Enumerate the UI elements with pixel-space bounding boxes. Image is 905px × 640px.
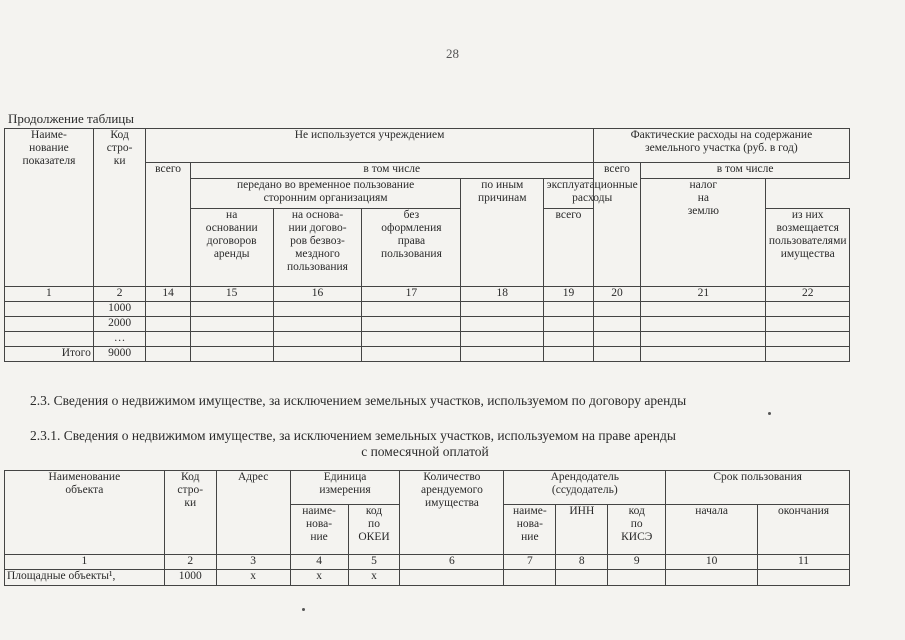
section-2-3-1-heading — [30, 428, 820, 460]
scan-speck — [768, 412, 771, 415]
end-header: окончания — [758, 505, 850, 555]
col-num: 8 — [556, 555, 608, 570]
col-num: 4 — [290, 555, 348, 570]
lessor-name-header: наиме- нова- ние — [504, 505, 556, 555]
scan-speck — [302, 608, 305, 611]
lessor-header: Арендодатель (ссудодатель) — [504, 471, 666, 505]
unit-name-header: наиме- нова- ние — [290, 505, 348, 555]
col-num: 1 — [5, 555, 165, 570]
reimbursed-header: из них возмещается пользователями имущества — [766, 209, 850, 287]
leased-property-table — [4, 470, 850, 586]
other-reasons-header: по иным причинам — [461, 179, 544, 287]
col-num: 1 — [5, 287, 94, 302]
total2-header: всего — [593, 163, 640, 287]
col-code-header: Код стро- ки — [93, 129, 146, 287]
incl2-header: в том числе — [641, 163, 850, 179]
col-num: 2 — [164, 555, 216, 570]
code-header: Код стро- ки — [164, 471, 216, 555]
transferred-header: передано во временное пользование сторонним организациям — [190, 179, 461, 209]
col-num: 19 — [544, 287, 594, 302]
unit-code-header: код по ОКЕИ — [348, 505, 400, 555]
col-num: 9 — [608, 555, 666, 570]
col-num: 11 — [758, 555, 850, 570]
col-num: 15 — [190, 287, 273, 302]
page-number: 28 — [446, 46, 459, 61]
continuation-label: Продолжение таблицы — [8, 111, 134, 126]
col-num: 18 — [461, 287, 544, 302]
land-tax-header: налог на землю — [641, 179, 766, 287]
col-num: 20 — [593, 287, 640, 302]
total3-header: всего — [544, 209, 594, 287]
table-row: 2000 — [5, 317, 850, 332]
column-numbers-row — [5, 287, 850, 302]
col-num: 2 — [93, 287, 146, 302]
table-row-total: Итого 9000 — [5, 347, 850, 362]
inn-header: ИНН — [556, 505, 608, 555]
free-use-header: на основа- нии догово- ров безвоз- мездного пользования — [273, 209, 362, 287]
column-numbers-row — [5, 555, 850, 570]
col-num: 22 — [766, 287, 850, 302]
col-num: 14 — [146, 287, 190, 302]
not-used-header: Не используется учреждением — [146, 129, 593, 163]
col-num: 10 — [666, 555, 758, 570]
total-header: всего — [146, 163, 190, 287]
col-num: 7 — [504, 555, 556, 570]
no-right-header: без оформления права пользования — [362, 209, 461, 287]
land-use-table — [4, 128, 850, 362]
incl-header: в том числе — [190, 163, 593, 179]
address-header: Адрес — [216, 471, 290, 555]
table-row: Площадные объекты¹, 1000 x x x — [5, 570, 850, 586]
operating-header: эксплуатационные расходы — [544, 179, 641, 209]
section-2-3-1-line1: 2.3.1. Сведения о недвижимом имуществе, за исключением земельных участков, используемом на праве аренды — [30, 428, 676, 443]
col-num: 16 — [273, 287, 362, 302]
start-header: начала — [666, 505, 758, 555]
quantity-header: Количество арендуемого имущества — [400, 471, 504, 555]
section-2-3-1-line2: с помесячной оплатой — [361, 444, 489, 459]
col-num: 3 — [216, 555, 290, 570]
col-num: 6 — [400, 555, 504, 570]
col-num: 17 — [362, 287, 461, 302]
col-name-header: Наиме- нование показателя — [5, 129, 94, 287]
kise-header: код по КИСЭ — [608, 505, 666, 555]
table-row: 1000 — [5, 302, 850, 317]
term-header: Срок пользования — [666, 471, 850, 505]
actual-costs-header: Фактические расходы на содержание земельного участка (руб. в год) — [593, 129, 849, 163]
section-2-3-heading: 2.3. Сведения о недвижимом имуществе, за исключением земельных участков, используемом по договору аренды — [30, 393, 687, 408]
unit-header: Единица измерения — [290, 471, 400, 505]
table-row: … — [5, 332, 850, 347]
col-num: 21 — [641, 287, 766, 302]
object-header: Наименование объекта — [5, 471, 165, 555]
lease-header: на основании договоров аренды — [190, 209, 273, 287]
col-num: 5 — [348, 555, 400, 570]
